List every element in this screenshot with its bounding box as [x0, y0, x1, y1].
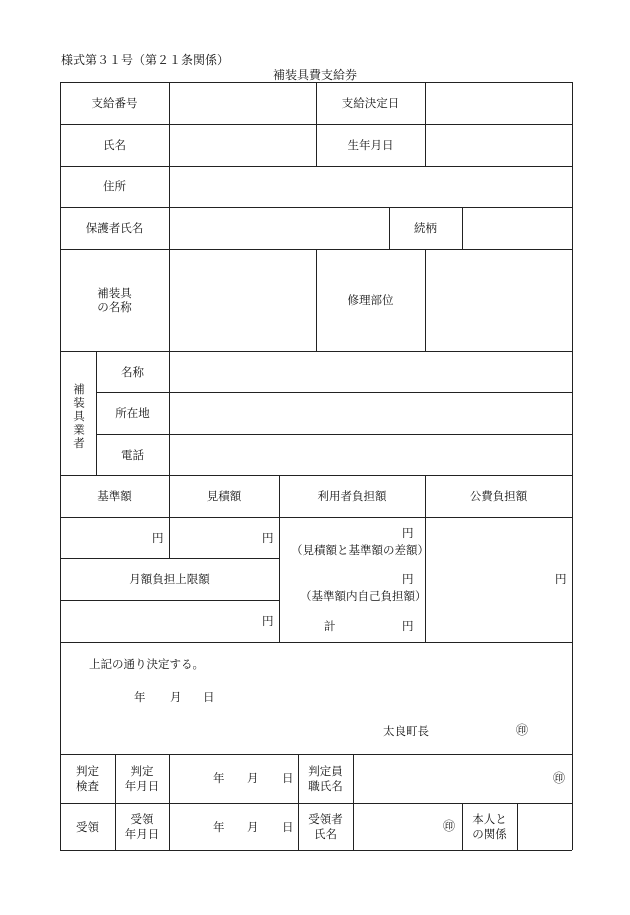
- mayor-seal-icon: ㊞: [516, 723, 529, 737]
- relation-to-person-label-line2: の関係: [472, 827, 507, 841]
- vendor-phone-label: 電話: [121, 448, 144, 462]
- device-name-field[interactable]: [170, 250, 316, 351]
- vendor-location-field[interactable]: [170, 393, 572, 434]
- relationship-label: 続柄: [414, 221, 437, 235]
- device-name-label-line2: の名称: [97, 300, 132, 314]
- vendor-location-label: 所在地: [115, 406, 150, 420]
- address-field[interactable]: [170, 167, 572, 207]
- mayor-label: 太良町長: [383, 724, 429, 738]
- self-burden-note: （基準額内自己負担額）: [300, 589, 427, 603]
- form-number: 様式第３１号（第２１条関係）: [61, 53, 230, 67]
- judgment-date-label-line2: 年月日: [124, 779, 160, 793]
- address-label: 住所: [103, 179, 126, 193]
- receipt-date-label-line1: 受領: [130, 812, 154, 826]
- estimate-amount-yen: 円: [262, 531, 274, 545]
- decision-year: 年: [134, 690, 146, 704]
- birth-date-field[interactable]: [426, 125, 572, 166]
- self-burden-yen: 円: [402, 572, 414, 586]
- receipt-year: 年: [213, 820, 225, 834]
- decision-day: 日: [203, 690, 215, 704]
- diff-note: （見積額と基準額の差額）: [291, 543, 429, 557]
- receipt-date-label-line2: 年月日: [124, 827, 160, 841]
- receipt-month: 月: [247, 820, 259, 834]
- decision-month: 月: [170, 690, 182, 704]
- receiver-name-label-line2: 氏名: [314, 827, 337, 841]
- repair-part-field[interactable]: [426, 250, 572, 351]
- relation-to-person-label-line1: 本人と: [472, 812, 507, 826]
- device-name-label-line1: 補装具: [97, 286, 132, 300]
- total-label: 計: [324, 619, 336, 633]
- vendor-phone-field[interactable]: [170, 435, 572, 475]
- name-field[interactable]: [170, 125, 316, 166]
- public-burden-yen: 円: [555, 572, 567, 586]
- receipt-label: 受領: [76, 820, 99, 834]
- diff-yen: 円: [402, 526, 414, 540]
- judgment-date-label-line1: 判定: [130, 764, 154, 778]
- repair-part-label: 修理部位: [347, 293, 394, 307]
- payment-number-field[interactable]: [170, 83, 316, 124]
- vendor-group-label: 補装具業者: [72, 383, 86, 451]
- receiver-name-label-line1: 受領者: [308, 812, 343, 826]
- user-burden-label: 利用者負担額: [317, 489, 387, 503]
- base-amount-label: 基準額: [97, 489, 132, 503]
- payment-number-label: 支給番号: [91, 96, 138, 110]
- guardian-name-label: 保護者氏名: [85, 221, 144, 235]
- name-label: 氏名: [103, 138, 126, 152]
- payment-decision-date-label: 支給決定日: [341, 96, 400, 110]
- judge-seal-icon: ㊞: [553, 771, 566, 785]
- monthly-cap-yen: 円: [262, 614, 274, 628]
- public-burden-label: 公費負担額: [469, 489, 528, 503]
- birth-date-label: 生年月日: [347, 138, 394, 152]
- judge-name-label-line1: 判定員: [308, 764, 343, 778]
- judgment-month: 月: [247, 771, 259, 785]
- monthly-cap-label: 月額負担上限額: [129, 572, 210, 586]
- relationship-field[interactable]: [463, 208, 572, 249]
- estimate-amount-label: 見積額: [206, 489, 242, 503]
- total-yen: 円: [402, 619, 414, 633]
- decision-text: 上記の通り決定する。: [89, 657, 204, 671]
- base-amount-yen: 円: [152, 531, 164, 545]
- receipt-day: 日: [282, 820, 294, 834]
- payment-decision-date-field[interactable]: [426, 83, 572, 124]
- form-title: 補装具費支給券: [272, 68, 357, 82]
- judgment-inspection-label-line1: 判定: [76, 764, 99, 778]
- judgment-inspection-label-line2: 検査: [76, 779, 99, 793]
- judge-name-label-line2: 職氏名: [308, 779, 343, 793]
- guardian-name-field[interactable]: [170, 208, 389, 249]
- receiver-seal-icon: ㊞: [443, 819, 456, 833]
- judgment-year: 年: [213, 771, 225, 785]
- judgment-day: 日: [282, 771, 294, 785]
- vendor-name-field[interactable]: [170, 352, 572, 392]
- vendor-name-label: 名称: [121, 365, 144, 379]
